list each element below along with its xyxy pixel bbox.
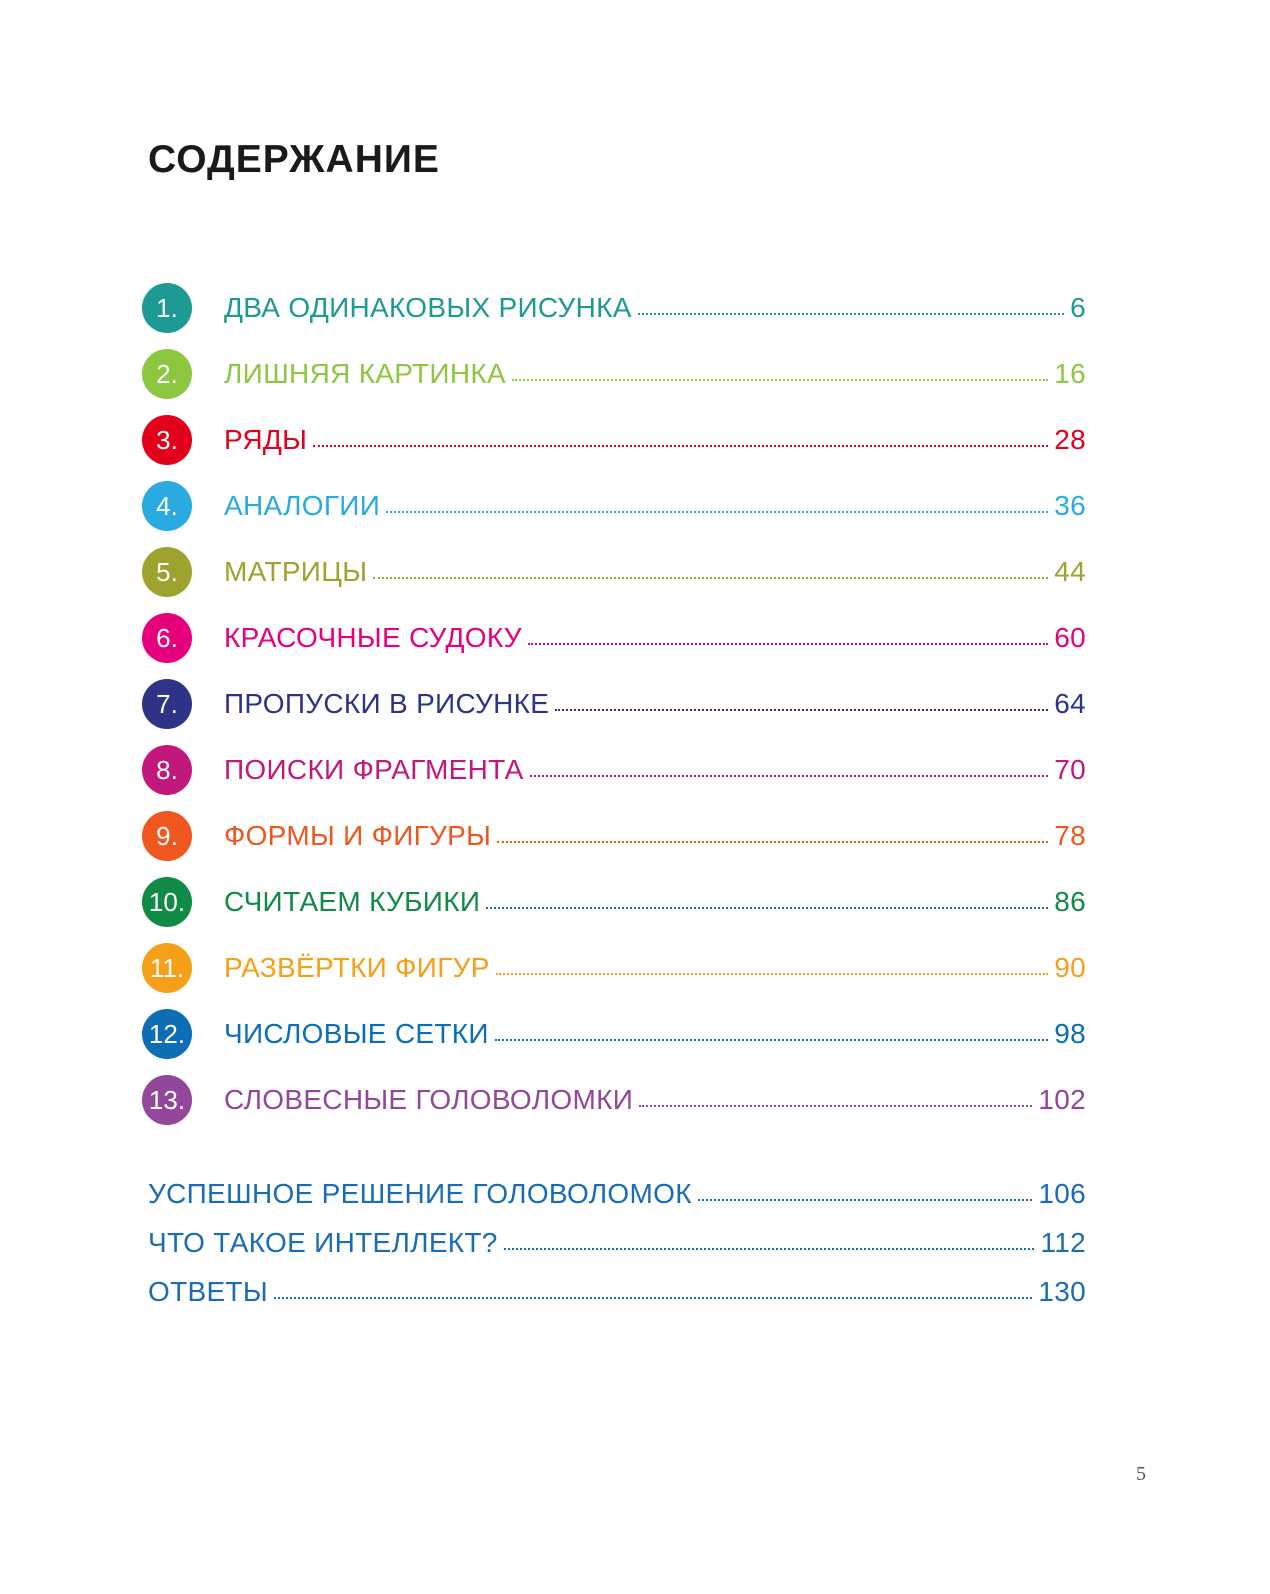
toc-chapter-row[interactable] <box>142 811 1086 861</box>
chapter-number-badge: 13. <box>142 1075 192 1125</box>
toc-entry <box>224 349 1086 399</box>
chapter-number-badge: 8. <box>142 745 192 795</box>
dot-leader <box>512 379 1048 381</box>
chapter-number-badge: 10. <box>142 877 192 927</box>
chapter-number-badge: 3. <box>142 415 192 465</box>
dot-leader <box>530 775 1049 777</box>
dot-leader <box>698 1199 1033 1201</box>
chapter-title: ЧИСЛОВЫЕ СЕТКИ <box>224 1018 489 1049</box>
chapter-page-number: 78 <box>1054 820 1086 851</box>
chapter-number-badge: 11. <box>142 943 192 993</box>
chapter-page-number: 36 <box>1054 490 1086 521</box>
section-title: ОТВЕТЫ <box>148 1276 268 1307</box>
section-page-number: 106 <box>1038 1178 1086 1209</box>
chapter-title: ПОИСКИ ФРАГМЕНТА <box>224 754 524 785</box>
dot-leader <box>386 511 1048 513</box>
chapter-number-badge: 9. <box>142 811 192 861</box>
chapter-title: ЛИШНЯЯ КАРТИНКА <box>224 358 506 389</box>
page-number: 5 <box>1136 1463 1146 1485</box>
chapter-number-badge: 7. <box>142 679 192 729</box>
toc-entry <box>224 811 1086 861</box>
chapter-number-badge: 2. <box>142 349 192 399</box>
chapter-title: СЛОВЕСНЫЕ ГОЛОВОЛОМКИ <box>224 1084 634 1115</box>
chapter-title: ФОРМЫ И ФИГУРЫ <box>224 820 492 851</box>
chapter-number-badge: 1. <box>142 283 192 333</box>
chapter-page-number: 98 <box>1054 1018 1086 1049</box>
section-title: УСПЕШНОЕ РЕШЕНИЕ ГОЛОВОЛОМОК <box>148 1178 692 1209</box>
chapter-title: ДВА ОДИНАКОВЫХ РИСУНКА <box>224 292 632 323</box>
toc-entry <box>148 1169 1086 1219</box>
toc-chapter-row[interactable] <box>142 877 1086 927</box>
dot-leader <box>274 1297 1032 1299</box>
chapter-number-badge: 4. <box>142 481 192 531</box>
chapter-page-number: 64 <box>1054 688 1086 719</box>
toc-chapter-row[interactable] <box>142 943 1086 993</box>
toc-chapter-row[interactable] <box>142 283 1086 333</box>
chapter-page-number: 60 <box>1054 622 1086 653</box>
chapter-title: КРАСОЧНЫЕ СУДОКУ <box>224 622 522 653</box>
dot-leader <box>638 313 1064 315</box>
toc-entry <box>148 1267 1086 1317</box>
section-title: ЧТО ТАКОЕ ИНТЕЛЛЕКТ? <box>148 1227 498 1258</box>
chapter-number-badge: 6. <box>142 613 192 663</box>
toc-entry <box>224 1075 1086 1125</box>
section-page-number: 112 <box>1040 1227 1086 1258</box>
section-page-number: 130 <box>1038 1276 1086 1307</box>
toc-extra-row[interactable] <box>142 1218 1086 1268</box>
toc-entry <box>224 547 1086 597</box>
chapter-page-number: 16 <box>1054 358 1086 389</box>
chapter-page-number: 44 <box>1054 556 1086 587</box>
toc-chapter-row[interactable] <box>142 481 1086 531</box>
chapter-page-number: 90 <box>1054 952 1086 983</box>
chapter-title: РАЗВЁРТКИ ФИГУР <box>224 952 490 983</box>
toc-entry <box>224 943 1086 993</box>
chapter-number-badge: 12. <box>142 1009 192 1059</box>
chapter-page-number: 70 <box>1054 754 1086 785</box>
chapter-page-number: 6 <box>1070 292 1086 323</box>
dot-leader <box>313 445 1048 447</box>
toc-extra-row[interactable] <box>142 1169 1086 1219</box>
toc-chapter-row[interactable] <box>142 679 1086 729</box>
dot-leader <box>486 907 1048 909</box>
toc-entry <box>224 415 1086 465</box>
dot-leader <box>504 1248 1035 1250</box>
dot-leader <box>555 709 1048 711</box>
toc-entry <box>224 679 1086 729</box>
toc-chapter-row[interactable] <box>142 1009 1086 1059</box>
toc-chapter-row[interactable] <box>142 547 1086 597</box>
chapter-page-number: 102 <box>1038 1084 1086 1115</box>
toc-entry <box>224 745 1086 795</box>
toc-entry <box>148 1218 1086 1268</box>
dot-leader <box>497 841 1048 843</box>
dot-leader <box>639 1105 1032 1107</box>
toc-chapter-row[interactable] <box>142 613 1086 663</box>
chapter-number-badge: 5. <box>142 547 192 597</box>
toc-entry <box>224 283 1086 333</box>
toc-entry <box>224 877 1086 927</box>
toc-extra-row[interactable] <box>142 1267 1086 1317</box>
dot-leader <box>496 973 1049 975</box>
toc-chapter-row[interactable] <box>142 349 1086 399</box>
chapter-title: АНАЛОГИИ <box>224 490 381 521</box>
chapter-title: ПРОПУСКИ В РИСУНКЕ <box>224 688 550 719</box>
toc-entry <box>224 1009 1086 1059</box>
toc-chapter-row[interactable] <box>142 745 1086 795</box>
chapter-page-number: 86 <box>1054 886 1086 917</box>
dot-leader <box>373 577 1048 579</box>
toc-entry <box>224 613 1086 663</box>
toc-chapter-row[interactable] <box>142 415 1086 465</box>
chapter-page-number: 28 <box>1054 424 1086 455</box>
page-title: СОДЕРЖАНИЕ <box>148 138 440 181</box>
toc-entry <box>224 481 1086 531</box>
chapter-title: РЯДЫ <box>224 424 308 455</box>
chapter-title: СЧИТАЕМ КУБИКИ <box>224 886 481 917</box>
chapter-title: МАТРИЦЫ <box>224 556 368 587</box>
dot-leader <box>528 643 1048 645</box>
toc-chapter-row[interactable] <box>142 1075 1086 1125</box>
dot-leader <box>495 1039 1048 1041</box>
